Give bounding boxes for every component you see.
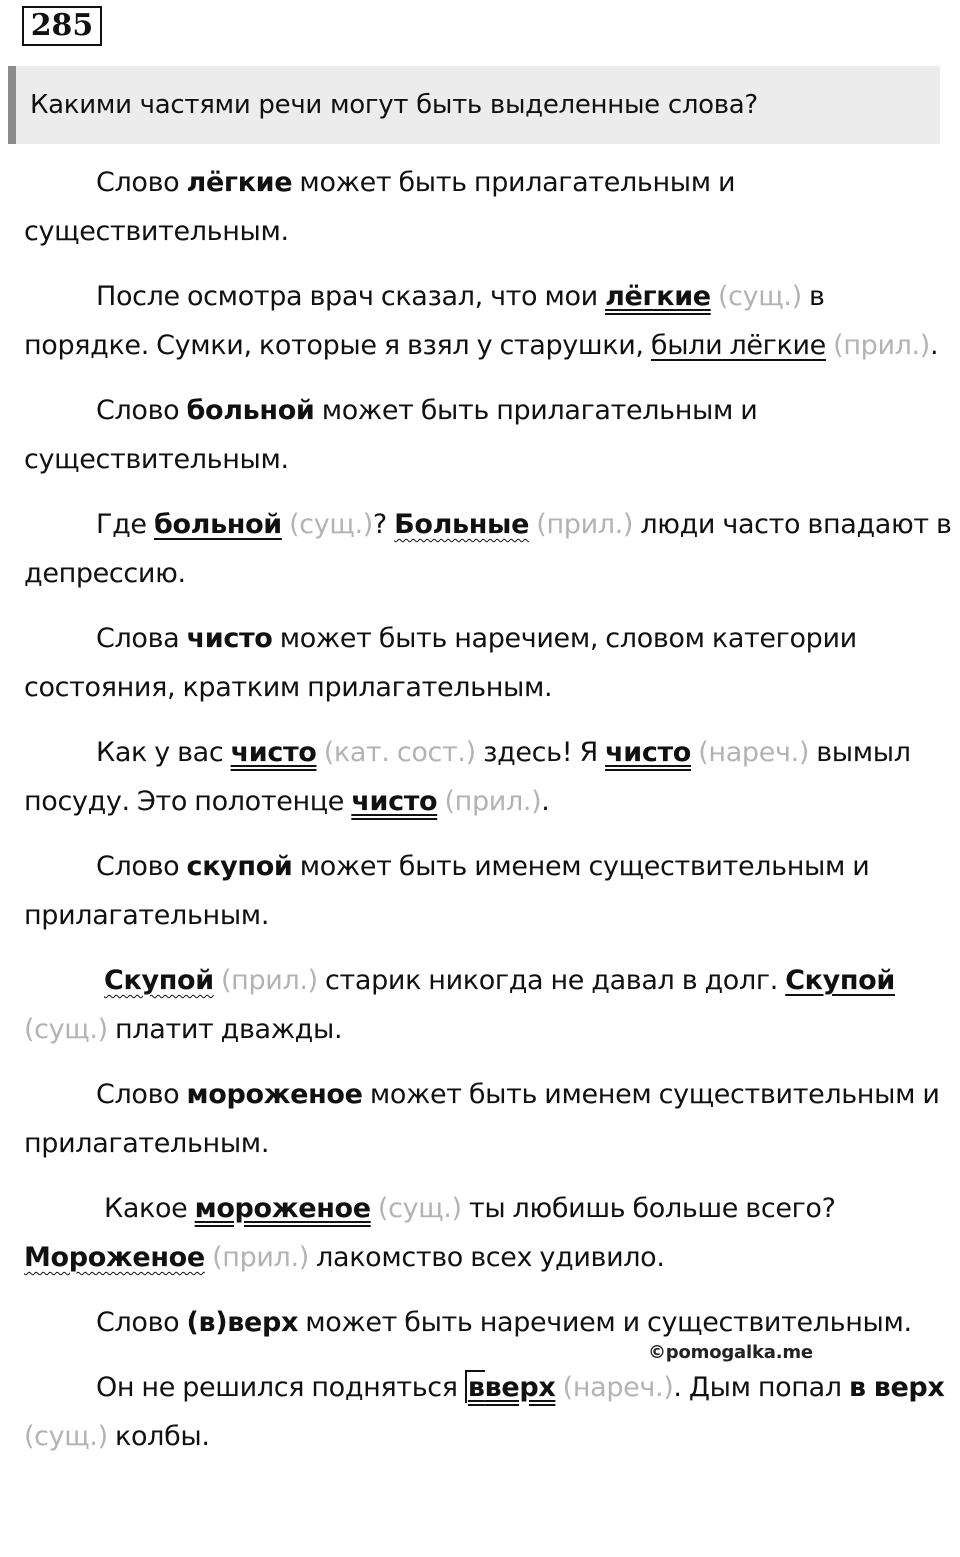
exercise-number: 285 (22, 6, 102, 46)
highlighted-word: чисто (186, 623, 273, 654)
paragraph: Где больной (сущ.)? Больные (прил.) люди часто впадают в депрессию. (24, 509, 952, 589)
pos-tag: (нареч.) (555, 1372, 674, 1403)
predicate-word: чисто (351, 786, 438, 817)
watermark: ©pomogalka.me (648, 1342, 813, 1363)
pos-tag: (сущ.) (710, 281, 802, 312)
pos-tag: (сущ.) (24, 1014, 108, 1045)
paragraph: Слово мороженое может быть именем существительным и прилагательным. (24, 1079, 940, 1159)
highlighted-word: мороженое (186, 1079, 363, 1110)
paragraph: Какое мороженое (сущ.) ты любишь больше всего? Мороженое (прил.) лакомство всех удивило. (24, 1193, 836, 1273)
attribute-word: Скупой (104, 965, 214, 996)
task-heading: Какими частями речи могут быть выделенные слова? (8, 66, 940, 144)
attribute-word: Мороженое (24, 1242, 205, 1273)
pos-tag: (сущ.) (281, 509, 373, 540)
paragraph: Скупой (прил.) старик никогда не давал в долг. Скупой (сущ.) платит дважды. (24, 965, 895, 1045)
answer-text (24, 158, 952, 1477)
highlighted-word: больной (186, 395, 315, 426)
paragraph: Слова чисто может быть наречием, словом категории состояния, кратким прилагательным. (24, 623, 857, 703)
subject-word: больной (153, 509, 282, 540)
paragraph: Слово скупой может быть именем существительным и прилагательным. (24, 851, 870, 931)
noun-word: в верх (848, 1372, 945, 1403)
paragraph: Он не решился подняться вверх (нареч.). Дым попал в верх (сущ.) колбы. (24, 1372, 945, 1452)
paragraph: Слово лёгкие может быть прилагательным и существительным. (24, 167, 736, 247)
highlighted-word: (в)верх (186, 1307, 299, 1338)
subject-word: лёгкие (605, 281, 711, 312)
adverb-word: чисто (605, 737, 692, 768)
highlighted-word: скупой (186, 851, 293, 882)
pos-tag: (прил.) (437, 786, 542, 817)
pos-tag: (сущ.) (370, 1193, 462, 1224)
paragraph: После осмотра врач сказал, что мои лёгкие (сущ.) в порядке. Сумки, которые я взял у старушки, были лёгкие (прил.). (24, 281, 939, 361)
highlighted-word: лёгкие (186, 167, 293, 198)
pos-tag: (нареч.) (691, 737, 809, 768)
pos-tag: (прил.) (529, 509, 634, 540)
pos-tag: (кат. сост.) (316, 737, 476, 768)
pos-tag: (прил.) (825, 330, 930, 361)
predicate-word: были лёгкие (650, 330, 826, 361)
paragraph: Слово (в)верх может быть наречием и существительным. (96, 1307, 912, 1338)
adverb-word: вверх (465, 1370, 556, 1403)
predicate-word: чисто (230, 737, 317, 768)
prefix-mark: в (465, 1370, 485, 1403)
subject-word: мороженое (194, 1193, 371, 1224)
pos-tag: (сущ.) (24, 1421, 108, 1452)
attribute-word: Больные (394, 509, 530, 540)
paragraph: Как у вас чисто (кат. сост.) здесь! Я чисто (нареч.) вымыл посуду. Это полотенце чисто (прил.). (24, 737, 911, 817)
paragraph: Слово больной может быть прилагательным и существительным. (24, 395, 758, 475)
subject-word: Скупой (785, 965, 895, 996)
pos-tag: (прил.) (204, 1242, 309, 1273)
pos-tag: (прил.) (213, 965, 318, 996)
